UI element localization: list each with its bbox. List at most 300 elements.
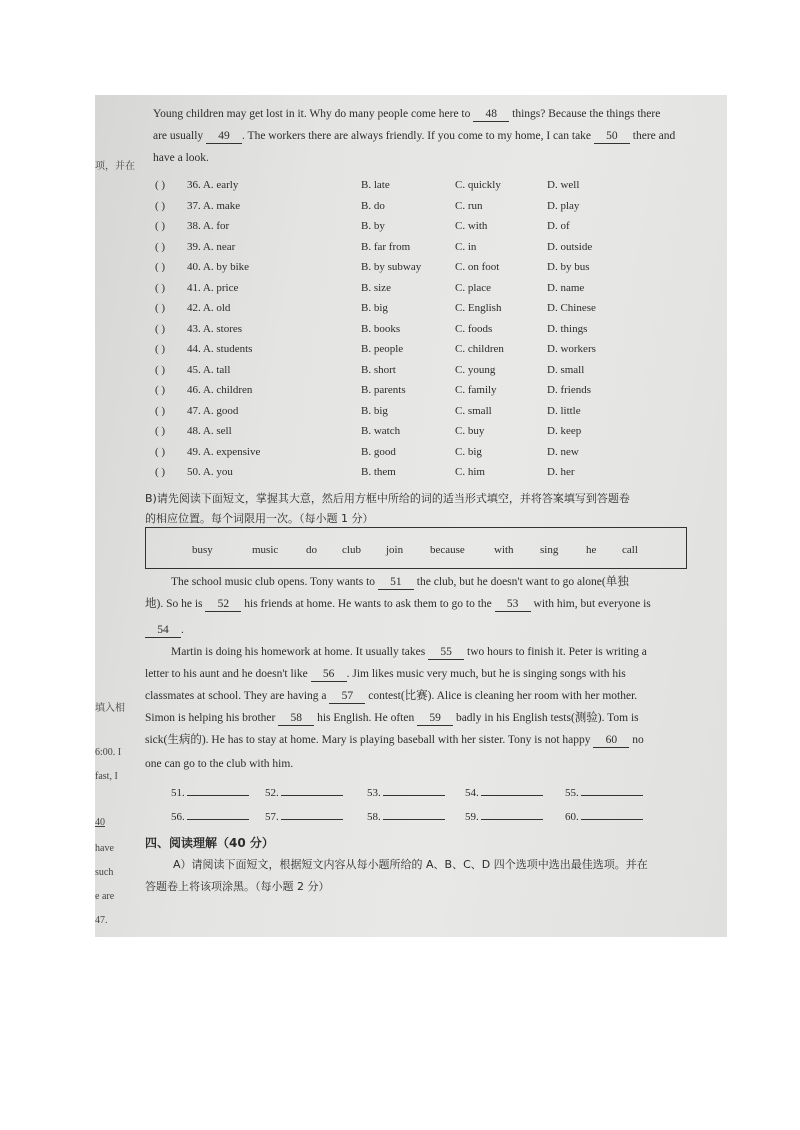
word-bank-item: do (306, 544, 317, 556)
option-b (361, 241, 410, 253)
passage-text: badly in his English tests(测验). Tom is (453, 712, 639, 724)
option-d (547, 179, 579, 191)
blank-number: 57 (329, 691, 365, 704)
option-letter: D. (547, 302, 558, 314)
option-c (455, 343, 504, 355)
option-a: 50. A. you (187, 466, 233, 478)
passage-a-line (153, 109, 660, 122)
answer-blank (171, 811, 249, 823)
option-letter: B. (361, 445, 372, 458)
option-b (361, 343, 403, 355)
option-c (455, 241, 476, 253)
option-text: her (560, 466, 575, 478)
option-letter: B. (361, 384, 372, 396)
passage-text: are usually (153, 130, 207, 142)
option-text: books (373, 322, 401, 335)
passage-text: one can go to the club with him. (145, 758, 294, 770)
option-c (455, 302, 501, 314)
answer-parentheses: ( ) (155, 384, 166, 396)
option-letter: A. (202, 261, 214, 273)
option-text: small (560, 363, 585, 376)
blank-number: 54 (145, 625, 181, 638)
option-text: quickly (467, 179, 501, 191)
option-text: parents (373, 384, 406, 396)
answer-label: 52. (265, 787, 279, 799)
option-text: watch (373, 425, 401, 437)
option-d (547, 425, 581, 437)
option-letter: D. (547, 404, 558, 417)
option-text: big (373, 404, 388, 417)
answer-parentheses: ( ) (155, 404, 166, 417)
option-a: 41. A. price (187, 281, 239, 294)
question-number: 40 (187, 261, 198, 273)
option-text: stores (216, 322, 243, 335)
passage-text: things? Because the things there (509, 108, 661, 120)
answer-parentheses: ( ) (155, 240, 166, 253)
option-text: English (467, 302, 502, 314)
passage-text: with him, but everyone is (530, 598, 651, 610)
option-text: new (560, 445, 579, 458)
answer-label: 59. (465, 811, 479, 823)
answer-blank (565, 787, 643, 799)
edge-fragment: fast, I (95, 771, 118, 782)
option-text: play (560, 199, 580, 212)
option-d (547, 384, 591, 396)
answer-blank (465, 787, 543, 799)
option-a: 48. A. sell (187, 425, 232, 437)
answer-blank (367, 811, 445, 823)
option-letter: A. (202, 404, 214, 417)
option-c (455, 220, 487, 232)
option-text: little (560, 404, 581, 417)
option-text: by subway (373, 261, 422, 273)
option-text: name (560, 281, 585, 294)
option-d (547, 282, 584, 294)
passage-b-line (145, 691, 637, 704)
option-letter: A. (202, 425, 214, 437)
answer-parentheses: ( ) (155, 343, 166, 355)
option-letter: C. (455, 199, 466, 212)
passage-text: have a look. (153, 152, 209, 164)
answer-line (187, 795, 249, 796)
option-d (547, 302, 596, 314)
option-text: well (560, 179, 580, 191)
passage-a-line (153, 153, 209, 165)
answer-line (281, 795, 343, 796)
section-b-instruction-2: 的相应位置。每个词限用一次。（每小题 1 分） (145, 512, 374, 525)
option-a: 44. A. students (187, 343, 253, 355)
option-c (455, 364, 495, 376)
option-c (455, 405, 492, 417)
answer-parentheses: ( ) (155, 179, 166, 191)
passage-text: his English. He often (314, 712, 418, 724)
option-a: 49. A. expensive (187, 445, 261, 458)
passage-text: Young children may get lost in it. Why do many people come here to (153, 108, 474, 120)
blank-number: 53 (495, 599, 531, 612)
option-letter: C. (455, 220, 466, 232)
option-text: size (373, 281, 391, 294)
option-c (455, 179, 501, 191)
option-b (361, 302, 388, 314)
edge-fragment: 项，并在 (95, 161, 135, 172)
option-text: them (373, 466, 396, 478)
option-letter: C. (455, 240, 466, 253)
edge-fragment: 6:00. I (95, 747, 122, 758)
passage-text: Martin is doing his homework at home. It usually takes (171, 646, 429, 658)
passage-text: letter to his aunt and he doesn't like (145, 668, 311, 680)
option-a: 42. A. old (187, 302, 231, 314)
option-c (455, 282, 491, 294)
question-number: 47 (187, 404, 198, 417)
option-d (547, 405, 581, 417)
option-letter: C. (455, 384, 466, 396)
option-text: by bike (216, 261, 250, 273)
option-b (361, 200, 385, 212)
option-letter: C. (455, 425, 466, 437)
option-letter: A. (202, 302, 214, 314)
option-a: 40. A. by bike (187, 261, 250, 273)
option-text: by (373, 220, 385, 232)
option-text: sell (216, 425, 232, 437)
option-d (547, 200, 579, 212)
option-text: outside (560, 240, 593, 253)
passage-a-line (153, 131, 675, 144)
section-4-title: 四、阅读理解（40 分） (145, 836, 274, 850)
option-letter: B. (361, 425, 372, 437)
option-text: with (467, 220, 488, 232)
passage-text: the club, but he doesn't want to go alone(单独 (413, 576, 629, 588)
option-letter: D. (547, 199, 558, 212)
option-b (361, 179, 390, 191)
option-text: old (216, 302, 231, 314)
passage-b-line (145, 759, 293, 771)
option-text: of (560, 220, 570, 232)
question-number: 45 (187, 363, 198, 376)
option-letter: A. (202, 384, 214, 396)
blank-number: 59 (417, 713, 453, 726)
option-letter: C. (455, 404, 466, 417)
word-bank-item: music (252, 544, 279, 556)
option-text: keep (560, 425, 582, 437)
option-a: 37. A. make (187, 199, 241, 212)
answer-blank (367, 787, 445, 799)
answer-label: 56. (171, 811, 185, 823)
option-d (547, 446, 579, 458)
option-d (547, 343, 596, 355)
answer-parentheses: ( ) (155, 302, 166, 314)
option-text: in (467, 240, 477, 253)
section-4-instruction-1: A）请阅读下面短文，根据短文内容从每小题所给的 A、B、C、D 四个选项中选出最佳选项。并在 (173, 858, 648, 871)
option-letter: D. (547, 220, 558, 232)
option-text: people (373, 343, 404, 355)
option-text: students (216, 343, 253, 355)
answer-blank (265, 787, 343, 799)
edge-fragment: 40 (95, 817, 105, 828)
option-c (455, 200, 483, 212)
answer-blank (565, 811, 643, 823)
word-bank-item: with (494, 544, 514, 556)
option-a: 47. A. good (187, 404, 239, 417)
answer-label: 53. (367, 787, 381, 799)
edge-fragment: such (95, 867, 114, 878)
option-text: for (216, 220, 230, 232)
answer-line (383, 819, 445, 820)
option-letter: B. (361, 322, 372, 335)
answer-parentheses: ( ) (155, 445, 166, 458)
option-a: 39. A. near (187, 240, 236, 253)
option-text: buy (467, 425, 485, 437)
answer-label: 55. (565, 787, 579, 799)
option-letter: D. (547, 240, 558, 253)
option-text: workers (560, 343, 596, 355)
option-letter: C. (455, 179, 466, 191)
blank-number: 49 (206, 131, 242, 144)
answer-blank (465, 811, 543, 823)
passage-text: sick(生病的). He has to stay at home. Mary is playing baseball with her sister. Tony is not happy (145, 734, 594, 746)
answer-line (481, 795, 543, 796)
option-letter: B. (361, 220, 372, 232)
option-letter: D. (547, 425, 558, 437)
option-b (361, 220, 385, 232)
option-c (455, 261, 499, 273)
option-letter: D. (547, 445, 558, 458)
option-letter: B. (361, 343, 372, 355)
answer-label: 60. (565, 811, 579, 823)
passage-text: no (629, 734, 644, 746)
option-text: make (216, 199, 241, 212)
answer-line (281, 819, 343, 820)
question-number: 46 (187, 384, 198, 396)
option-text: late (373, 179, 390, 191)
option-a: 36. A. early (187, 179, 239, 191)
option-letter: A. (202, 240, 214, 253)
passage-b-line (145, 669, 626, 682)
option-d (547, 220, 570, 232)
option-letter: D. (547, 363, 558, 376)
passage-text: contest(比赛). Alice is cleaning her room with her mother. (365, 690, 638, 702)
option-letter: C. (455, 281, 466, 294)
passage-b-line (145, 625, 184, 638)
option-text: tall (216, 363, 231, 376)
option-text: children (467, 343, 504, 355)
option-a: 46. A. children (187, 384, 253, 396)
section-4-instruction-2: 答题卷上将该项涂黑。（每小题 2 分） (145, 880, 330, 893)
passage-text: classmates at school. They are having a (145, 690, 330, 702)
option-letter: B. (361, 199, 372, 212)
option-c (455, 384, 497, 396)
option-b (361, 466, 396, 478)
option-letter: A. (202, 343, 214, 355)
option-text: young (467, 363, 496, 376)
option-letter: A. (202, 466, 214, 478)
option-text: good (373, 445, 396, 458)
option-c (455, 466, 485, 478)
option-letter: B. (361, 240, 372, 253)
option-d (547, 261, 589, 273)
answer-parentheses: ( ) (155, 322, 166, 335)
answer-blank (171, 787, 249, 799)
option-c (455, 446, 482, 458)
passage-text: his friends at home. He wants to ask them to go to the (241, 598, 495, 610)
option-text: friends (560, 384, 591, 396)
answer-blank (265, 811, 343, 823)
blank-number: 50 (594, 131, 630, 144)
option-a: 43. A. stores (187, 322, 243, 335)
option-text: big (373, 302, 388, 314)
passage-text: Simon is helping his brother (145, 712, 279, 724)
word-bank-item: he (586, 544, 597, 556)
option-d (547, 323, 587, 335)
question-number: 36 (187, 179, 198, 191)
option-c (455, 323, 492, 335)
option-letter: C. (455, 302, 466, 314)
option-a: 38. A. for (187, 220, 230, 232)
passage-text: The school music club opens. Tony wants to (171, 576, 378, 588)
section-b-instruction-1: B)请先阅读下面短文，掌握其大意，然后用方框中所给的词的适当形式填空，并将答案填写到答题卷 (145, 492, 630, 505)
option-letter: A. (202, 281, 214, 294)
answer-parentheses: ( ) (155, 199, 166, 212)
option-text: you (216, 466, 233, 478)
passage-b-line (171, 647, 647, 660)
option-text: far from (373, 240, 411, 253)
option-letter: B. (361, 261, 372, 273)
option-b (361, 261, 421, 273)
answer-line (187, 819, 249, 820)
question-number: 43 (187, 322, 198, 335)
answer-line (481, 819, 543, 820)
question-number: 42 (187, 302, 198, 314)
option-text: by bus (560, 261, 590, 273)
passage-b-line (145, 599, 651, 612)
edge-fragment: 填入相 (95, 703, 125, 714)
option-letter: B. (361, 466, 372, 478)
option-c (455, 425, 484, 437)
option-letter: B. (361, 404, 372, 417)
answer-label: 51. (171, 787, 185, 799)
option-b (361, 405, 388, 417)
answer-parentheses: ( ) (155, 425, 166, 437)
exam-page (95, 95, 727, 937)
option-letter: D. (547, 384, 558, 396)
answer-label: 57. (265, 811, 279, 823)
option-b (361, 364, 396, 376)
option-text: place (467, 281, 492, 294)
option-letter: C. (455, 445, 466, 458)
option-b (361, 425, 400, 437)
blank-number: 55 (428, 647, 464, 660)
option-letter: B. (361, 281, 372, 294)
question-number: 39 (187, 240, 198, 253)
answer-parentheses: ( ) (155, 220, 166, 232)
blank-number: 60 (593, 735, 629, 748)
passage-text: there and (629, 130, 676, 142)
option-b (361, 446, 396, 458)
option-letter: C. (455, 466, 466, 478)
word-bank-box (145, 527, 687, 569)
option-text: small (467, 404, 492, 417)
answer-label: 58. (367, 811, 381, 823)
answer-parentheses: ( ) (155, 281, 166, 294)
option-letter: D. (547, 179, 558, 191)
option-a: 45. A. tall (187, 363, 231, 376)
edge-fragment: 47. (95, 915, 108, 926)
answer-parentheses: ( ) (155, 363, 166, 376)
option-d (547, 241, 592, 253)
question-number: 38 (187, 220, 198, 232)
option-letter: D. (547, 261, 558, 273)
option-letter: C. (455, 343, 466, 355)
word-bank-item: club (342, 544, 361, 556)
word-bank-item: busy (192, 544, 213, 556)
answer-line (581, 819, 643, 820)
blank-number: 51 (378, 577, 414, 590)
answer-label: 54. (465, 787, 479, 799)
option-text: big (467, 445, 482, 458)
option-letter: A. (202, 363, 214, 376)
option-b (361, 282, 391, 294)
passage-text: . (181, 624, 184, 636)
question-number: 37 (187, 199, 198, 212)
option-text: Chinese (560, 302, 596, 314)
passage-text: 地). So he is (145, 598, 206, 610)
option-b (361, 384, 406, 396)
passage-text: . The workers there are always friendly. If you come to my home, I can take (242, 130, 594, 142)
answer-line (383, 795, 445, 796)
option-d (547, 364, 584, 376)
answer-line (581, 795, 643, 796)
option-b (361, 323, 400, 335)
word-bank-item: sing (540, 544, 559, 556)
passage-b-line (145, 735, 644, 748)
question-number: 50 (187, 466, 198, 478)
word-bank-item: call (622, 544, 638, 556)
option-letter: D. (547, 343, 558, 355)
blank-number: 52 (205, 599, 241, 612)
option-letter: B. (361, 363, 372, 376)
word-bank-item: because (430, 544, 465, 556)
option-text: price (216, 281, 239, 294)
option-text: run (467, 199, 483, 212)
option-letter: D. (547, 281, 558, 294)
edge-fragment: have (95, 843, 114, 854)
option-letter: C. (455, 363, 466, 376)
option-letter: A. (202, 445, 214, 458)
option-letter: C. (455, 261, 466, 273)
option-text: children (216, 384, 253, 396)
option-letter: D. (547, 322, 558, 335)
option-text: short (373, 363, 396, 376)
question-number: 48 (187, 425, 198, 437)
blank-number: 48 (473, 109, 509, 122)
option-text: him (467, 466, 485, 478)
option-text: family (467, 384, 497, 396)
option-letter: B. (361, 302, 372, 314)
passage-text: two hours to finish it. Peter is writing a (464, 646, 647, 658)
blank-number: 58 (278, 713, 314, 726)
option-text: foods (467, 322, 493, 335)
option-text: do (373, 199, 385, 212)
question-number: 44 (187, 343, 198, 355)
answer-parentheses: ( ) (155, 466, 166, 478)
blank-number: 56 (311, 669, 347, 682)
question-number: 49 (187, 445, 198, 458)
option-letter: A. (202, 220, 214, 232)
option-text: things (560, 322, 588, 335)
option-letter: A. (202, 179, 214, 191)
option-text: near (216, 240, 236, 253)
passage-b-line (171, 577, 629, 590)
passage-text: . Jim likes music very much, but he is singing songs with his (346, 668, 626, 680)
